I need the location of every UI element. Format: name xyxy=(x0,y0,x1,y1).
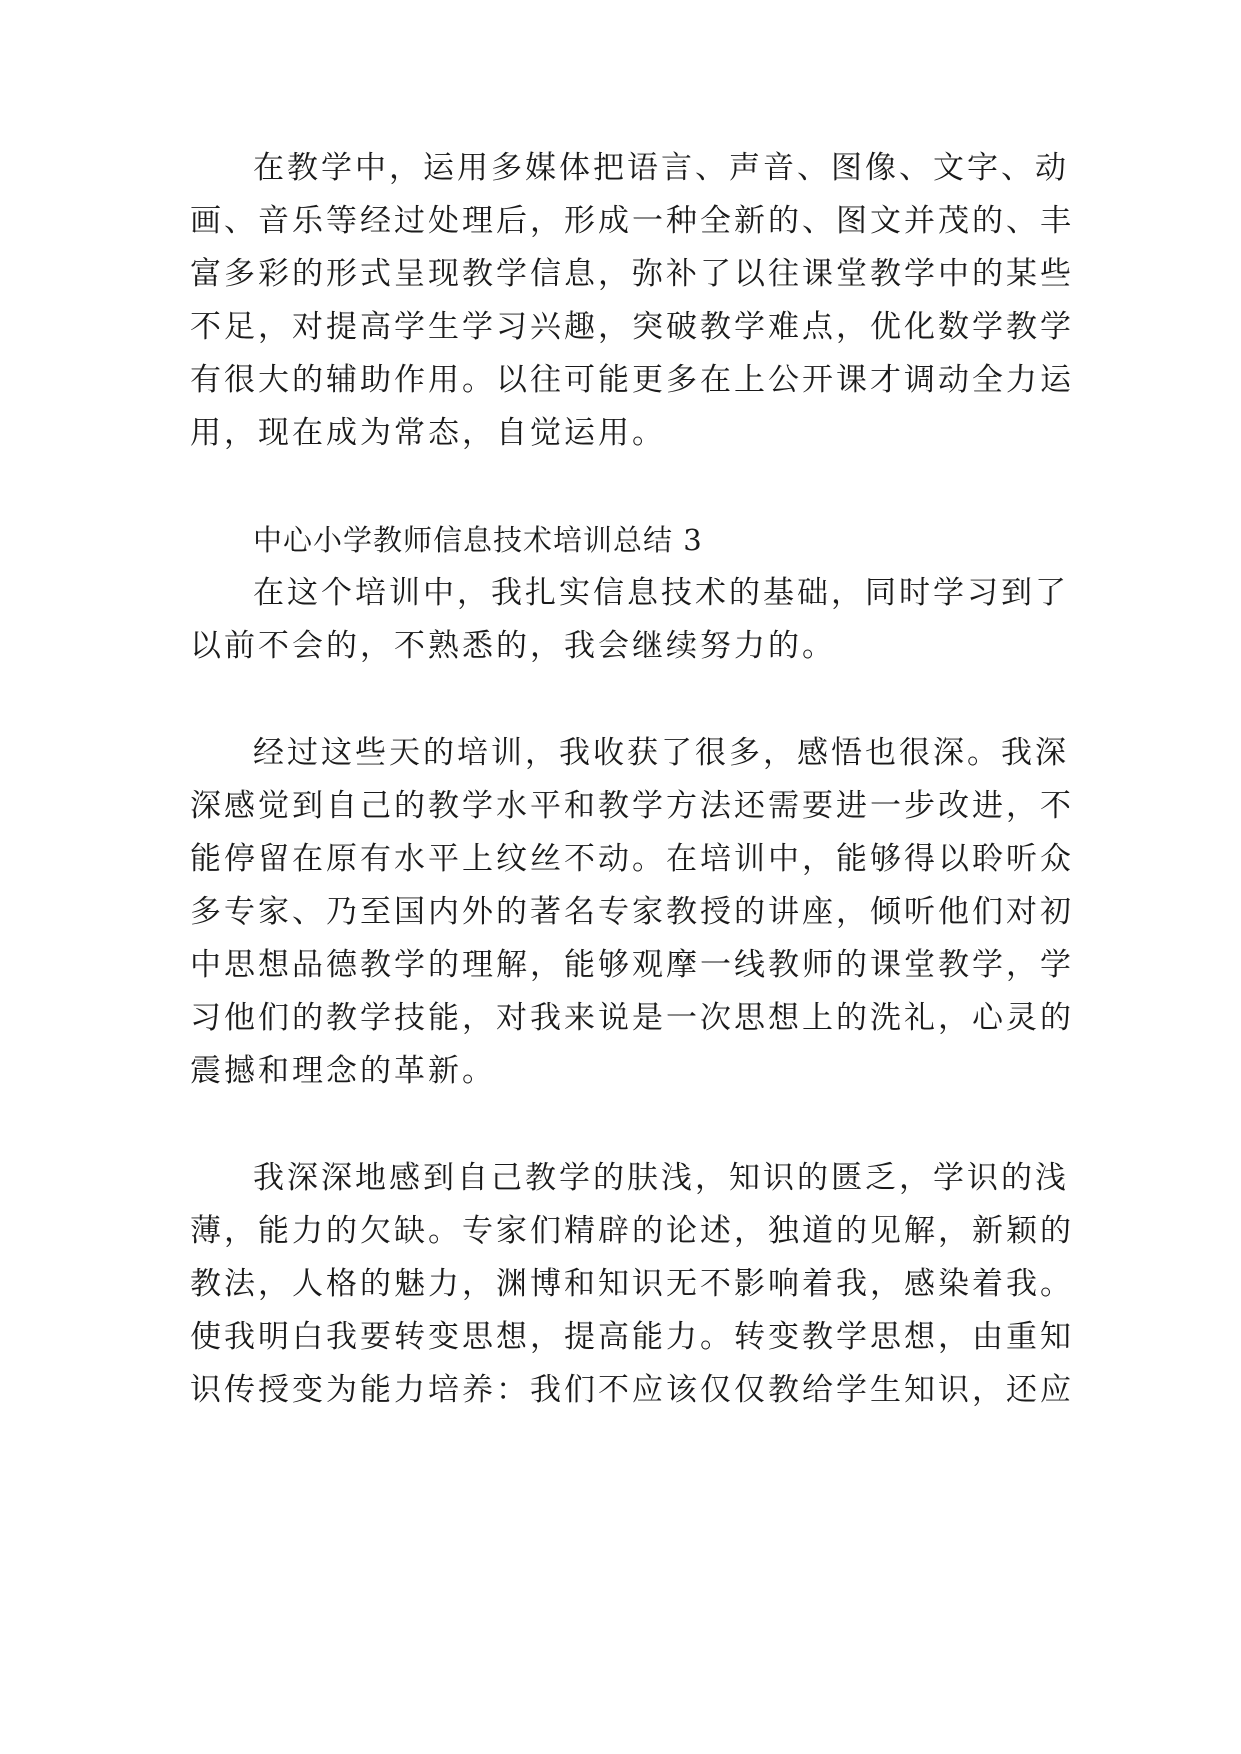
paragraph-line: 不足，对提高学生学习兴趣，突破教学难点，优化数学教学 xyxy=(190,309,1074,345)
paragraph-line: 使我明白我要转变思想，提高能力。转变教学思想，由重知 xyxy=(190,1319,1074,1355)
paragraph-line: 能停留在原有水平上纹丝不动。在培训中，能够得以聆听众 xyxy=(190,841,1074,877)
paragraph-line: 画、音乐等经过处理后，形成一种全新的、图文并茂的、丰 xyxy=(190,203,1074,239)
paragraph-line: 深感觉到自己的教学水平和教学方法还需要进一步改进，不 xyxy=(190,788,1074,824)
paragraph-line: 教法，人格的魅力，渊博和知识无不影响着我，感染着我。 xyxy=(190,1266,1074,1302)
paragraph-line: 在教学中，运用多媒体把语言、声音、图像、文字、动 xyxy=(253,150,1069,186)
paragraph-line: 用，现在成为常态，自觉运用。 xyxy=(190,415,666,451)
paragraph-line: 震撼和理念的革新。 xyxy=(190,1053,496,1089)
paragraph-line: 经过这些天的培训，我收获了很多，感悟也很深。我深 xyxy=(253,735,1069,771)
paragraph-line: 有很大的辅助作用。以往可能更多在上公开课才调动全力运 xyxy=(190,362,1074,398)
paragraph-line: 以前不会的，不熟悉的，我会继续努力的。 xyxy=(190,628,836,664)
paragraph-line: 习他们的教学技能，对我来说是一次思想上的洗礼，心灵的 xyxy=(190,1000,1074,1036)
paragraph-line: 我深深地感到自己教学的肤浅，知识的匮乏，学识的浅 xyxy=(253,1160,1069,1196)
paragraph-line: 识传授变为能力培养：我们不应该仅仅教给学生知识，还应 xyxy=(190,1372,1074,1408)
paragraph-line: 中思想品德教学的理解，能够观摩一线教师的课堂教学，学 xyxy=(190,947,1074,983)
paragraph-line: 在这个培训中，我扎实信息技术的基础，同时学习到了 xyxy=(253,575,1069,611)
paragraph-line: 富多彩的形式呈现教学信息，弥补了以往课堂教学中的某些 xyxy=(190,256,1074,292)
section-title: 中心小学教师信息技术培训总结 3 xyxy=(253,523,703,557)
paragraph-line: 薄，能力的欠缺。专家们精辟的论述，独道的见解，新颖的 xyxy=(190,1213,1074,1249)
paragraph-line: 多专家、乃至国内外的著名专家教授的讲座，倾听他们对初 xyxy=(190,894,1074,930)
